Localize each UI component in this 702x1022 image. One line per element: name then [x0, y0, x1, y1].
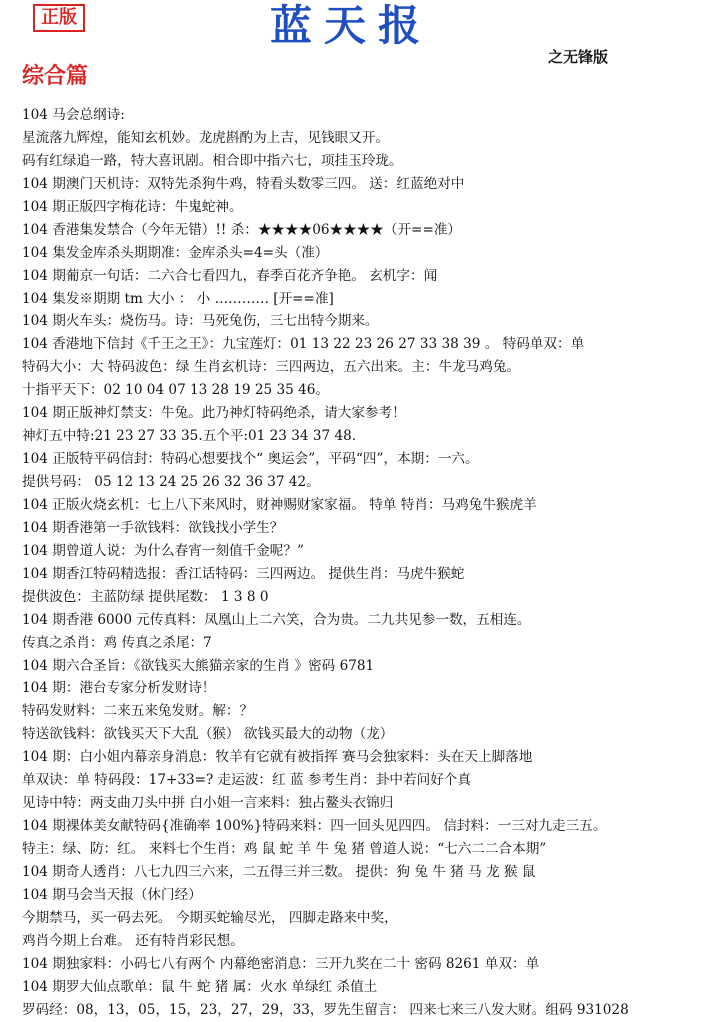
- text-line: 104 期正版四字梅花诗：牛鬼蛇神。: [22, 198, 243, 215]
- official-badge: 正版: [33, 4, 85, 32]
- text-line: 104 期裸体美女献特码{准确率 100%}特码来料：四一回头见四四。 信封料：一三对九走三五。: [22, 818, 607, 835]
- section-heading: 综合篇: [22, 64, 89, 89]
- text-line: 今期禁马，买一码去死。 今期买蛇输尽光， 四脚走路来中奖，: [22, 909, 398, 926]
- text-line: 特送欲钱料：欲钱买天下大乱（猴） 欲钱买最大的动物（龙）: [22, 726, 394, 743]
- text-line: 104 期六合圣旨：《欲钱买大熊猫亲家的生肖 》密码 6781: [22, 657, 375, 674]
- text-line: 104 期罗大仙点歌单：鼠 牛 蛇 猪 属：火水 单绿红 杀值土: [22, 978, 378, 995]
- text-line: 传真之杀肖：鸡 传真之杀尾：7: [22, 634, 212, 651]
- text-line: 104 马会总纲诗:: [22, 107, 125, 123]
- text-line: 104 集发※期期 tm 大小 ： 小 ………… [开==准]: [22, 290, 334, 307]
- text-line: 码有红绿追一路，特大喜讯剧。相合即中指六七，项挂玉玲珑。: [22, 152, 403, 169]
- text-line: 104 期独家料：小码七八有两个 内幕绝密消息：三开九奖在二十 密码 8261 单双：单: [22, 955, 540, 972]
- text-line: 见诗中特：两支曲刀头中拼 白小姐一言来料：独占鳌头衣锦归: [22, 795, 394, 812]
- text-line: 104 期澳门天机诗：双特先杀狗牛鸡，特看头数零三四。 送：红蓝绝对中: [22, 175, 465, 192]
- text-line: 104 期：白小姐内幕亲身消息：牧羊有它就有被指挥 赛马会独家料：头在天上脚落地: [22, 749, 533, 766]
- text-line: 104 期曾道人说：为什么春宵一刻值千金呢？”: [22, 542, 304, 559]
- text-line: 104 集发金库杀头期期准：金库杀头=4=头（准）: [22, 244, 329, 261]
- text-line: 十指平天下：02 10 04 07 13 28 19 25 35 46。: [22, 382, 330, 399]
- text-line: 104 正版特平码信封：特码心想要找个“ 奥运会”，平码“四”，本期：一六。: [22, 451, 479, 468]
- text-line: 104 香港地下信封《千王之王》：九宝莲灯：01 13 22 23 26 27 33 38 39 。 特码单双：单: [22, 336, 585, 353]
- newspaper-title: 蓝天报: [269, 1, 432, 50]
- text-line: 神灯五中特:21 23 27 33 35.五个平:01 23 34 37 48.: [22, 428, 357, 445]
- text-line: 鸡肖今期上台难。 还有特肖彩民想。: [22, 932, 244, 949]
- text-line: 罗码经：08，13，05，15，23，27，29，33，罗先生留言： 四来七来三八发大财。组码 931028: [22, 1001, 629, 1018]
- article-body: [22, 104, 698, 1022]
- text-line: 星流落九辉煌，能知玄机妙。龙虎斟酌为上吉，见钱眼又开。: [22, 129, 390, 146]
- text-line: 104 期火车头：烧伤马。诗：马死兔伤，三七出特今期来。: [22, 313, 379, 330]
- text-line: 104 期奇人透肖：八七九四三六来，二五得三并三数。 提供：狗 兔 牛 猪 马 龙 猴 鼠: [22, 863, 536, 880]
- text-line: 特主：绿、防：红。 来料七个生肖：鸡 鼠 蛇 羊 牛 兔 猪 曾道人说：“七六二二合本期”: [22, 841, 547, 857]
- text-line: 提供号码： 05 12 13 24 25 26 32 36 37 42。: [22, 474, 320, 490]
- text-line: 104 期：港台专家分析发财诗！: [22, 680, 216, 697]
- text-line: 单双诀：单 特码段：17+33=? 走运波：红 蓝 参考生肖：卦中若问好个真: [22, 772, 471, 789]
- text-line: 104 期正版神灯禁支：牛兔。此乃神灯特码绝杀，请大家参考！: [22, 405, 406, 422]
- edition-label: 之无锋版: [547, 48, 608, 66]
- text-line: 特码发财料：二来五来兔发财。解：？: [22, 703, 254, 720]
- text-line: 104 正版火烧玄机：七上八下来风时，财神赐财家家福。 特单 特肖：马鸡兔牛猴虎羊: [22, 496, 537, 513]
- text-line: 104 期葡京一句话：二六合七看四九，春季百花齐争艳。 玄机字：闻: [22, 267, 438, 284]
- text-line: 104 香港集发禁合（今年无错）!! 杀：★★★★06★★★★（开==准）: [22, 221, 462, 238]
- text-line: 104 期香港第一手欲钱料：欲钱找小学生？: [22, 519, 284, 536]
- text-line: 104 期香港 6000 元传真料：凤凰山上二六笑，合为贵。二九共见参一数，五相连。: [22, 611, 531, 628]
- text-line: 特码大小：大 特码波色：绿 生肖玄机诗：三四两边，五六出来。主：牛龙马鸡兔。: [22, 359, 521, 376]
- text-line: 104 期香江特码精选报：香江话特码：三四两边。 提供生肖：马虎牛猴蛇: [22, 565, 465, 582]
- text-line: 104 期马会当天报（休门经）: [22, 886, 202, 903]
- text-line: 提供波色：主蓝防绿 提供尾数： 1 3 8 0: [22, 588, 269, 605]
